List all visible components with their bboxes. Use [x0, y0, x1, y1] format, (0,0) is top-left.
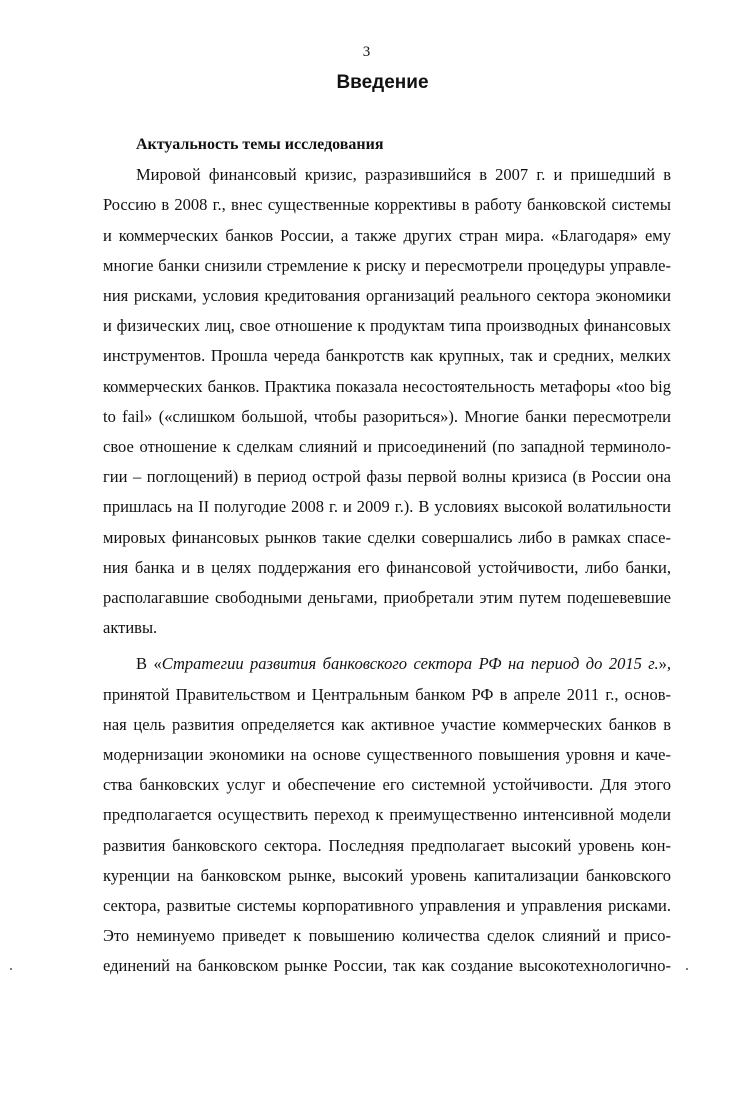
- strategy-title: Стратегии развития банковского сектора РФ на период до 2015 г.: [161, 654, 659, 674]
- text-line: активы.: [103, 618, 158, 638]
- text-line: единений на банковском рынке России, так как создание высокотехнологично-: [103, 956, 671, 976]
- text-line: ства банковских услуг и обеспечение его системной устойчивости. Для этого: [103, 775, 671, 795]
- text-line: инструментов. Прошла череда банкротств как крупных, так и средних, мелких: [103, 346, 671, 366]
- paragraph-1: [103, 160, 671, 643]
- scan-artifact-left: [10, 968, 12, 970]
- paragraph-2: [103, 649, 671, 981]
- text-line: модернизации экономики на основе существенного повышения уровня и каче-: [103, 745, 671, 765]
- text-line: развития банковского сектора. Последняя предполагает высокий уровень кон-: [103, 835, 671, 855]
- section-heading: Актуальность темы исследования: [136, 136, 384, 153]
- text-line: ная цель развития определяется как активное участие коммерческих банков в: [103, 714, 671, 734]
- text-line: свое отношение к сделкам слияний и присоединений (по западной терминоло-: [103, 437, 671, 457]
- citation-prefix: В «: [136, 654, 162, 674]
- body-text: [103, 130, 671, 982]
- text-line: to fail» («слишком большой, чтобы разориться»). Многие банки пересмотрели: [103, 406, 671, 426]
- text-line: принятой Правительством и Центральным банком РФ в апреле 2011 г., основ-: [103, 684, 671, 704]
- text-line-with-citation: [103, 649, 671, 679]
- text-line: и коммерческих банков России, а также других стран мира. «Благодаря» ему: [103, 225, 671, 245]
- text-line: ния банка и в целях поддержания его финансовой устойчивости, либо банки,: [103, 557, 671, 577]
- text-line: Мировой финансовый кризис, разразившийся в 2007 г. и пришедший в: [136, 165, 671, 185]
- text-line: Это неминуемо приведет к повышению количества сделок слияний и присо-: [103, 926, 671, 946]
- text-line: мировых финансовых рынков такие сделки совершались либо в рамках спасе-: [103, 527, 671, 547]
- chapter-title: Введение: [336, 72, 429, 93]
- text-line: предполагается осуществить переход к преимущественно интенсивной модели: [103, 805, 671, 825]
- text-line: гии – поглощений) в период острой фазы первой волны кризиса (в России она: [103, 467, 671, 487]
- text-line: пришлась на II полугодие 2008 г. и 2009 г.). В условиях высокой волатильности: [103, 497, 671, 517]
- scan-artifact-right: [686, 968, 688, 970]
- text-line: многие банки снизили стремление к риску и пересмотрели процедуры управле-: [103, 255, 671, 275]
- text-line: располагавшие свободными деньгами, приобретали этим путем подешевевшие: [103, 588, 671, 608]
- text-line: куренции на банковском рынке, высокий уровень капитализации банковского: [103, 865, 671, 885]
- text-line: ния рисками, условия кредитования организаций реального сектора экономики: [103, 286, 671, 306]
- text-line: и физических лиц, свое отношение к продуктам типа производных финансовых: [103, 316, 671, 336]
- text-line: сектора, развитые системы корпоративного управления и управления рисками.: [103, 896, 671, 916]
- text-line: коммерческих банков. Практика показала несостоятельность метафоры «too big: [103, 376, 671, 396]
- text-line: Россию в 2008 г., внес существенные коррективы в работу банковской системы: [103, 195, 671, 215]
- citation-suffix: »,: [658, 654, 671, 674]
- page-number: 3: [362, 44, 371, 60]
